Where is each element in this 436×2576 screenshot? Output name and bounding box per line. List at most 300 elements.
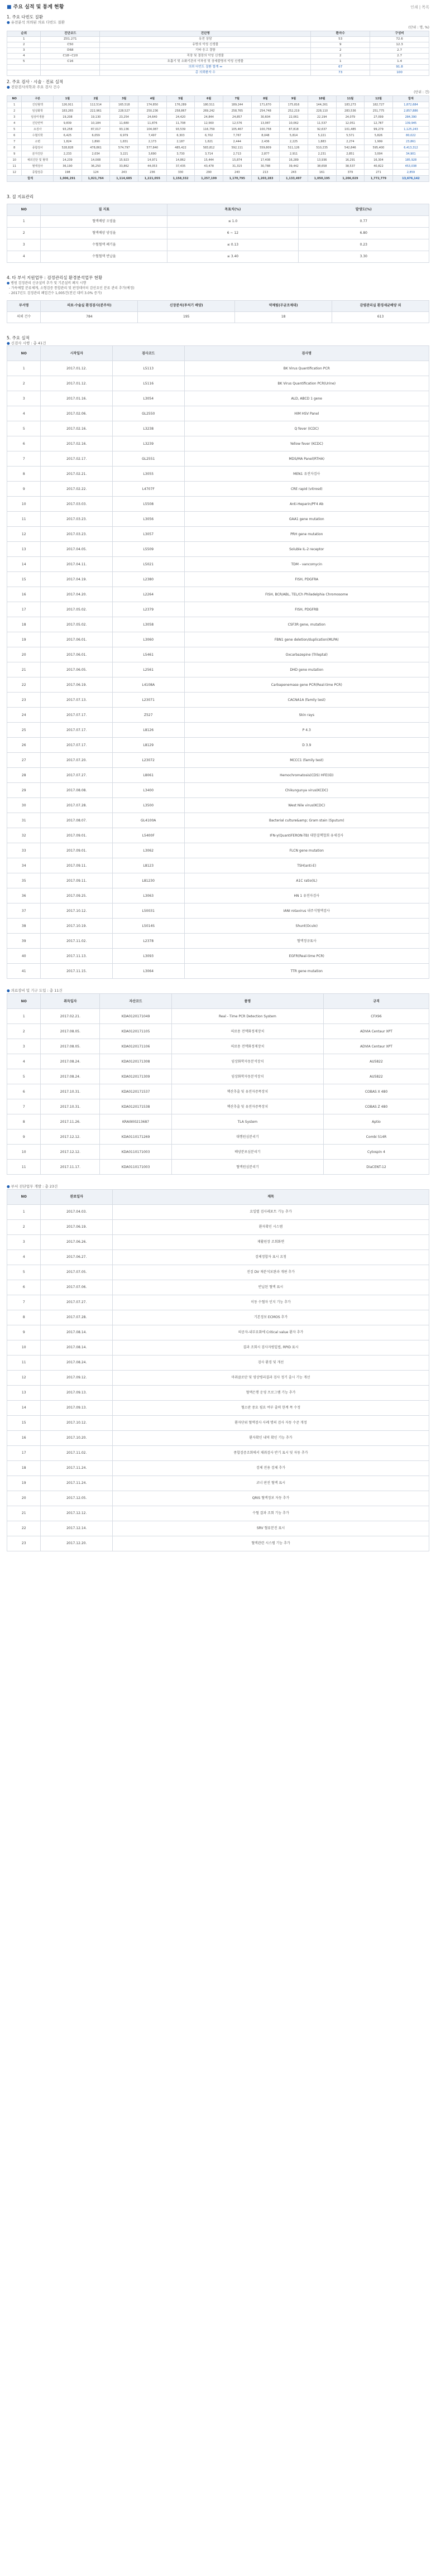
- table-cell: 1,872,684: [392, 102, 429, 108]
- table-cell: 2017.10.31.: [41, 1099, 100, 1114]
- table-row: [7, 677, 429, 693]
- top-bar: [7, 3, 429, 11]
- table-cell: 의뢰 건수: [7, 311, 41, 323]
- table-cell: 243: [280, 169, 308, 175]
- table-cell: West Nile virus(KCDC): [184, 798, 429, 813]
- table-cell: 진검 DV 재분석보완과 개편 추가: [112, 1265, 429, 1280]
- table-cell: 환자단위 혈액검사 사례 명의 검사 자동 수준 개정: [112, 1415, 429, 1430]
- table-cell: FISH, PDGFRB: [184, 602, 429, 617]
- table-cell: 33: [7, 843, 41, 858]
- table-cell: D68: [41, 47, 100, 53]
- column-header: 완료일자: [41, 1189, 113, 1204]
- table-cell: 3: [7, 1039, 41, 1054]
- table-cell: L2378: [112, 934, 184, 949]
- table-row: [7, 1160, 429, 1175]
- table-cell: FISH, BCR/ABL, TEL/Ch Philadelphia Chromosome: [184, 587, 429, 602]
- table-cell: Skin rays: [184, 708, 429, 723]
- table-cell: 258,867: [166, 108, 195, 114]
- table-cell: 6: [7, 436, 41, 451]
- table-cell: 228,110: [308, 108, 336, 114]
- table-cell: 2017.06.19.: [41, 1219, 113, 1234]
- new-test-table: [7, 345, 429, 979]
- table-cell: 4: [7, 251, 41, 262]
- table-cell: 592,111: [223, 145, 251, 151]
- table-cell: 11,537: [308, 120, 336, 126]
- table-cell: L5113: [112, 361, 184, 376]
- table-row: [7, 1310, 429, 1325]
- table-cell: 29: [7, 783, 41, 798]
- table-cell: QRIS 혈액정보 자동 추가: [112, 1491, 429, 1506]
- table-cell: 3: [7, 1234, 41, 1249]
- column-header: 합계: [392, 95, 429, 102]
- table-cell: 9: [7, 151, 22, 157]
- table-row: [7, 1069, 429, 1084]
- table-cell: 15,444: [195, 157, 223, 163]
- table-row: [7, 1491, 429, 1506]
- table-cell: COBAS X 480: [323, 1084, 429, 1099]
- table-cell: Real - Time PCR Detection System: [171, 1009, 323, 1024]
- table-row: [7, 311, 429, 323]
- table-cell: 호흡기 및 소화기관의 이차성 및 상세불명의 악성 신생물: [100, 59, 311, 64]
- table-cell: 2017.08.05.: [41, 1024, 100, 1039]
- table-cell: KDA0120171105: [100, 1024, 172, 1039]
- table-cell: 38,537: [336, 163, 365, 169]
- quality-indicator-table: [7, 204, 429, 263]
- print-list-links[interactable]: 인쇄 | 목록: [410, 4, 429, 9]
- table-cell: 9: [7, 482, 41, 497]
- table-cell: L3400: [112, 783, 184, 798]
- table-cell: 2017.02.22.: [41, 482, 113, 497]
- table-cell: L4108A: [112, 677, 184, 693]
- table-cell: 2017.10.12.: [41, 903, 113, 919]
- table-cell: 251,775: [365, 108, 393, 114]
- column-header: 10월: [308, 95, 336, 102]
- table-cell: 32: [7, 828, 41, 843]
- table-cell: 혈액검사: [22, 163, 54, 169]
- table-cell: 2017.08.24.: [41, 1054, 100, 1069]
- table-cell: 2017.08.14.: [41, 1340, 113, 1355]
- table-row: [7, 1249, 429, 1265]
- table-cell: 14,862: [166, 157, 195, 163]
- table-row: [7, 617, 429, 632]
- table-cell: 100,758: [251, 126, 280, 132]
- table-cell: 13,087: [251, 120, 280, 126]
- table-cell: BK Virus Quantification PCR(Urine): [184, 376, 429, 391]
- table-cell: DHD gene mutation: [184, 662, 429, 677]
- table-row: [7, 1536, 429, 1551]
- table-cell: ≤ 1.0: [167, 215, 298, 227]
- table-cell: L3500: [112, 798, 184, 813]
- table-row: [7, 436, 429, 451]
- table-cell: 39: [7, 934, 41, 949]
- table-cell: 171,670: [251, 102, 280, 108]
- table-cell: CSF3R gene, mutation: [184, 617, 429, 632]
- section4-note-2: - 2017년도 검정관리 폐업건수 1,005건(전년 대비 3.0% 증가): [7, 291, 102, 296]
- table-cell: 15: [7, 572, 41, 587]
- page-title: [7, 4, 64, 11]
- table-cell: 진단면역: [22, 120, 54, 126]
- table-cell: 511,126: [280, 145, 308, 151]
- table-cell: FLCN gene mutation: [184, 843, 429, 858]
- table-cell: 14,239: [54, 157, 82, 163]
- table-cell: 161: [308, 169, 336, 175]
- table-cell: 대행원심분리기: [171, 1130, 323, 1145]
- table-row: [7, 1370, 429, 1385]
- table-cell: 14: [7, 1400, 41, 1415]
- table-cell: 2017.04.03.: [41, 1204, 113, 1219]
- table-header-row: [7, 31, 429, 36]
- table-cell: 3.30: [298, 251, 429, 262]
- table-cell: 559,809: [251, 145, 280, 151]
- table-cell: 21: [7, 1506, 41, 1521]
- column-header: 발생도(%): [298, 204, 429, 215]
- column-header: 순위: [7, 31, 41, 36]
- section5-sub3: [7, 1185, 429, 1189]
- table-cell: 175,816: [280, 102, 308, 108]
- table-cell: CFX96: [323, 1009, 429, 1024]
- table-cell: 7,767: [223, 132, 251, 138]
- table-cell: 2017.03.23.: [41, 512, 113, 527]
- table-cell: TTR gene mutation: [184, 964, 429, 979]
- section4-heading: 4. 타 부서 지원업무 : 검정관리실 환경분석업무 현황: [7, 275, 103, 280]
- table-cell: 19,208: [54, 114, 82, 120]
- equipment-table: [7, 993, 429, 1175]
- table-cell: 2017.07.28.: [41, 1310, 113, 1325]
- table-cell: 유방의 악성 신생물: [100, 42, 311, 47]
- table-row: [7, 108, 429, 114]
- column-header: 구성비: [370, 31, 429, 36]
- table-cell: 93,539: [166, 126, 195, 132]
- table-cell: 6,979: [110, 132, 138, 138]
- table-cell: 2: [7, 1024, 41, 1039]
- table-cell: L81230: [112, 873, 184, 888]
- table-cell: 2017.08.07.: [41, 813, 113, 828]
- table-cell: 핵산추출 및 유전자증폭장치: [171, 1084, 323, 1099]
- table-cell: 2017.06.19.: [41, 677, 113, 693]
- section1-heading: 1. 주요 다빈도 질환: [7, 15, 44, 20]
- table-cell: 10,184: [82, 120, 110, 126]
- table-cell: 1: [7, 215, 41, 227]
- table-cell: Anti-Heparin/PF4 Ab: [184, 497, 429, 512]
- table-cell: 9: [7, 1325, 41, 1340]
- table-cell: MDS/MA Panel(RTHA): [184, 451, 429, 467]
- table-cell: 252,219: [280, 108, 308, 114]
- column-header: NO: [7, 204, 41, 215]
- program-development-table: [7, 1189, 429, 1551]
- table-cell: 1: [7, 102, 22, 108]
- table-cell: 542,846: [336, 145, 365, 151]
- bullet-icon: ●: [7, 20, 11, 25]
- column-header: 목표치(%): [167, 204, 298, 215]
- table-cell: 2017.09.01.: [41, 828, 113, 843]
- table-cell: 8,048: [251, 132, 280, 138]
- table-row: [7, 64, 429, 70]
- frequent-disease-table: [7, 31, 429, 76]
- table-cell: ADVIA Centaur XPT: [323, 1039, 429, 1054]
- table-cell: 269,242: [195, 108, 223, 114]
- table-cell: SRV 혈류분진 표시: [112, 1521, 429, 1536]
- table-row: [7, 421, 429, 436]
- table-cell: L2379: [112, 602, 184, 617]
- table-cell: 임상화학자동분석장치: [171, 1069, 323, 1084]
- table-cell: L3062: [112, 843, 184, 858]
- table-cell: 2017.11.02.: [41, 934, 113, 949]
- table-cell: L5014S: [112, 919, 184, 934]
- table-cell: 14: [7, 557, 41, 572]
- table-row: [7, 738, 429, 753]
- column-header: 환자수: [311, 31, 370, 36]
- table-cell: L3093: [112, 949, 184, 964]
- table-cell: 환자확인 내역 확인 기능 추가: [112, 1430, 429, 1445]
- table-cell: L3238: [112, 421, 184, 436]
- table-cell: 22: [7, 1521, 41, 1536]
- table-cell: 27,099: [365, 114, 393, 120]
- column-header: 취득일자: [41, 994, 100, 1009]
- table-cell: 14,971: [138, 157, 167, 163]
- table-cell: 2017.01.12.: [41, 361, 113, 376]
- column-header: 품명: [171, 994, 323, 1009]
- table-cell: 요검사: [22, 126, 54, 132]
- table-cell: 총 의뢰환자 수: [100, 70, 311, 75]
- table-cell: 1: [7, 361, 41, 376]
- table-cell: 2017.01.16.: [41, 391, 113, 406]
- table-cell: D 3.9: [184, 738, 429, 753]
- table-cell: L5400F: [112, 828, 184, 843]
- table-cell: 결과 조회시 검사자범입법, RPID 표시: [112, 1340, 429, 1355]
- table-cell: 2017.11.15.: [41, 964, 113, 979]
- section5-sub1: [7, 342, 429, 346]
- table-cell: 5,826: [365, 132, 393, 138]
- table-cell: 284,390: [392, 114, 429, 120]
- table-cell: 2017.10.19.: [41, 919, 113, 934]
- table-cell: P 4.3: [184, 723, 429, 738]
- table-cell: 2017.06.01.: [41, 632, 113, 647]
- table-row: [7, 1039, 429, 1054]
- table-cell: 1: [7, 1204, 41, 1219]
- table-cell: 6.80: [298, 227, 429, 239]
- column-header: 11월: [336, 95, 365, 102]
- table-cell: 12: [7, 1370, 41, 1385]
- table-cell: 258,765: [223, 108, 251, 114]
- table-cell: 290: [195, 169, 223, 175]
- table-cell: 수혈의학: [22, 132, 54, 138]
- table-row: [7, 949, 429, 964]
- table-cell: Shunt(Oculo): [184, 919, 429, 934]
- table-cell: 0.23: [298, 239, 429, 251]
- table-row: [7, 59, 429, 64]
- bullet-icon: ●: [7, 340, 11, 345]
- table-cell: 53: [311, 36, 370, 42]
- table-row: [7, 1400, 429, 1415]
- table-cell: 105,467: [223, 126, 251, 132]
- top-right-tools: [410, 5, 429, 9]
- table-cell: 176,289: [166, 102, 195, 108]
- table-row: [7, 1521, 429, 1536]
- table-cell: 3: [7, 47, 41, 53]
- table-cell: 104,087: [138, 126, 167, 132]
- table-row: [7, 723, 429, 738]
- table-row: [7, 708, 429, 723]
- table-cell: L50031: [112, 903, 184, 919]
- table-cell: 2017.07.28.: [41, 798, 113, 813]
- table-cell: Bacterial culture&amp; Gram stain (Sputum): [184, 813, 429, 828]
- table-cell: 혈액정규표사: [184, 934, 429, 949]
- table-cell: 10,062: [280, 120, 308, 126]
- table-cell: 18: [235, 311, 332, 323]
- column-header: 약제팀(무균조제대): [235, 300, 332, 311]
- table-cell: 2017.11.24.: [41, 1476, 113, 1491]
- table-cell: 189,244: [223, 102, 251, 108]
- section5-sub3-text: 부서 진단업무 개발 : 총 23건: [11, 1184, 58, 1189]
- table-cell: TLA System: [171, 1114, 323, 1130]
- section1-subheading: [7, 21, 429, 25]
- table-cell: 124: [82, 169, 110, 175]
- table-cell: L23072: [112, 753, 184, 768]
- table-cell: 2017.08.05.: [41, 1039, 100, 1054]
- table-row: [7, 1114, 429, 1130]
- table-cell: C50: [41, 42, 100, 47]
- table-row: [7, 157, 429, 163]
- table-cell: 2017.07.17.: [41, 723, 113, 738]
- table-cell: Oxcarbazepine (Trileptal): [184, 647, 429, 662]
- table-cell: 기타 응고 결함: [100, 47, 311, 53]
- table-cell: 6: [7, 1084, 41, 1099]
- table-cell: 2017.11.26.: [41, 1114, 100, 1130]
- table-cell: 183,265: [54, 108, 82, 114]
- table-cell: 이동 수혈자 인지 기능 추가: [112, 1295, 429, 1310]
- table-cell: 2,436: [251, 138, 280, 145]
- table-cell: 16,289: [280, 157, 308, 163]
- table-cell: 6: [7, 132, 22, 138]
- table-cell: 2017.05.02.: [41, 617, 113, 632]
- table-cell: 혈액관련 시스템 기능 추가: [112, 1536, 429, 1551]
- total-cell: 13,676,142: [392, 175, 429, 181]
- table-cell: 784: [41, 311, 138, 323]
- table-cell: L3239: [112, 436, 184, 451]
- table-row: [7, 467, 429, 482]
- table-cell: L5509: [112, 542, 184, 557]
- table-row: [7, 451, 429, 467]
- table-cell: 15,874: [223, 157, 251, 163]
- bullet-icon: ●: [7, 988, 11, 993]
- table-cell: 2,173: [138, 138, 167, 145]
- table-cell: 11: [7, 512, 41, 527]
- table-row: [7, 102, 429, 108]
- section4-note-2-text: 2017년도 검정관리 폐업건수 1,005건(전년 대비 3.0% 증가): [11, 291, 102, 296]
- title-bullet-icon: ■: [7, 4, 13, 10]
- table-cell: 2017.12.14.: [41, 1521, 113, 1536]
- table-cell: 의공자-내부요화에 Critical value 환자 추가: [112, 1325, 429, 1340]
- table-cell: 2: [7, 227, 41, 239]
- table-cell: 2017.04.11.: [41, 557, 113, 572]
- table-cell: KDA0110171269: [100, 1130, 172, 1145]
- table-row: [7, 482, 429, 497]
- table-cell: 22: [7, 677, 41, 693]
- column-header: NO: [7, 95, 22, 102]
- column-header: 12월: [365, 95, 393, 102]
- table-cell: TDM - vancomycin: [184, 557, 429, 572]
- table-row: [7, 1054, 429, 1069]
- table-cell: HIM HSV Panel: [184, 406, 429, 421]
- table-cell: 10: [7, 497, 41, 512]
- table-cell: 41: [7, 964, 41, 979]
- table-cell: L3060: [112, 632, 184, 647]
- table-cell: 182,727: [365, 102, 393, 108]
- table-cell: 35: [7, 873, 41, 888]
- table-cell: 100: [370, 70, 429, 75]
- table-cell: Cytospin 4: [323, 1145, 429, 1160]
- table-cell: 180,511: [195, 102, 223, 108]
- table-cell: 28: [7, 768, 41, 783]
- table-cell: 1: [7, 36, 41, 42]
- table-row: [7, 903, 429, 919]
- table-cell: 330: [166, 169, 195, 175]
- section1-subheading-text: 유전분석 의뢰된 의료 다빈도 질환: [11, 20, 65, 25]
- table-row: [7, 145, 429, 151]
- column-header: 1월: [54, 95, 82, 102]
- column-header: 규격: [323, 994, 429, 1009]
- table-row: [7, 1415, 429, 1430]
- table-cell: 혈액배양 양성율: [41, 227, 167, 239]
- table-cell: 혈소판 중요 필요 여부 출력 한계 폭 수정: [112, 1400, 429, 1415]
- table-cell: L3055: [112, 467, 184, 482]
- table-cell: 3: [7, 239, 41, 251]
- table-cell: 10: [7, 157, 22, 163]
- table-cell: 510,235: [308, 145, 336, 151]
- table-row: [7, 1506, 429, 1521]
- table-cell: 31: [7, 813, 41, 828]
- table-cell: 배양분포심분리기: [171, 1145, 323, 1160]
- section4-bullet-text: 병원 검정관리 신규설비 추가 및 기존설비 폐지 시행: [11, 281, 87, 285]
- table-cell: 환자확인 시스템: [112, 1219, 429, 1234]
- table-cell: 3,004: [365, 151, 393, 157]
- table-cell: Combi 514R: [323, 1130, 429, 1145]
- table-cell: 379: [336, 169, 365, 175]
- page-title-text: 주요 실적 및 통계 현황: [13, 4, 64, 10]
- column-header: 검사명: [184, 346, 429, 361]
- table-cell: 5: [7, 1265, 41, 1280]
- table-cell: 9: [7, 1130, 41, 1145]
- table-cell: 2017.10.31.: [41, 1084, 100, 1099]
- table-cell: L5116: [112, 376, 184, 391]
- table-cell: KDA0120171309: [100, 1069, 172, 1084]
- table-cell: 31,315: [223, 163, 251, 169]
- table-cell: 혈액원심분리기: [171, 1160, 323, 1175]
- table-cell: 613: [332, 311, 429, 323]
- table-cell: 583,812: [195, 145, 223, 151]
- total-cell: 1,221,055: [138, 175, 167, 181]
- table-cell: 11: [7, 163, 22, 169]
- table-row: [7, 1325, 429, 1340]
- table-cell: 453,038: [392, 163, 429, 169]
- table-cell: 코너 판진 혈액 표시: [112, 1476, 429, 1491]
- column-header: 신장분석(투석기 배양): [138, 300, 235, 311]
- table-cell: 5,571: [336, 132, 365, 138]
- section1-unit: (단위 : 명, %): [408, 25, 429, 30]
- table-cell: ≤ 0.13: [167, 239, 298, 251]
- table-cell: 19: [7, 632, 41, 647]
- table-cell: 1,821: [195, 138, 223, 145]
- table-cell: 직장 및 결장의 악성 신생물: [100, 53, 311, 59]
- table-cell: GAA1 gene mutation: [184, 512, 429, 527]
- table-row: [7, 1145, 429, 1160]
- table-cell: 2: [7, 108, 22, 114]
- table-row: [7, 1445, 429, 1460]
- table-row: [7, 1385, 429, 1400]
- table-cell: C16: [41, 59, 100, 64]
- table-cell: 15,923: [110, 157, 138, 163]
- table-row: [7, 828, 429, 843]
